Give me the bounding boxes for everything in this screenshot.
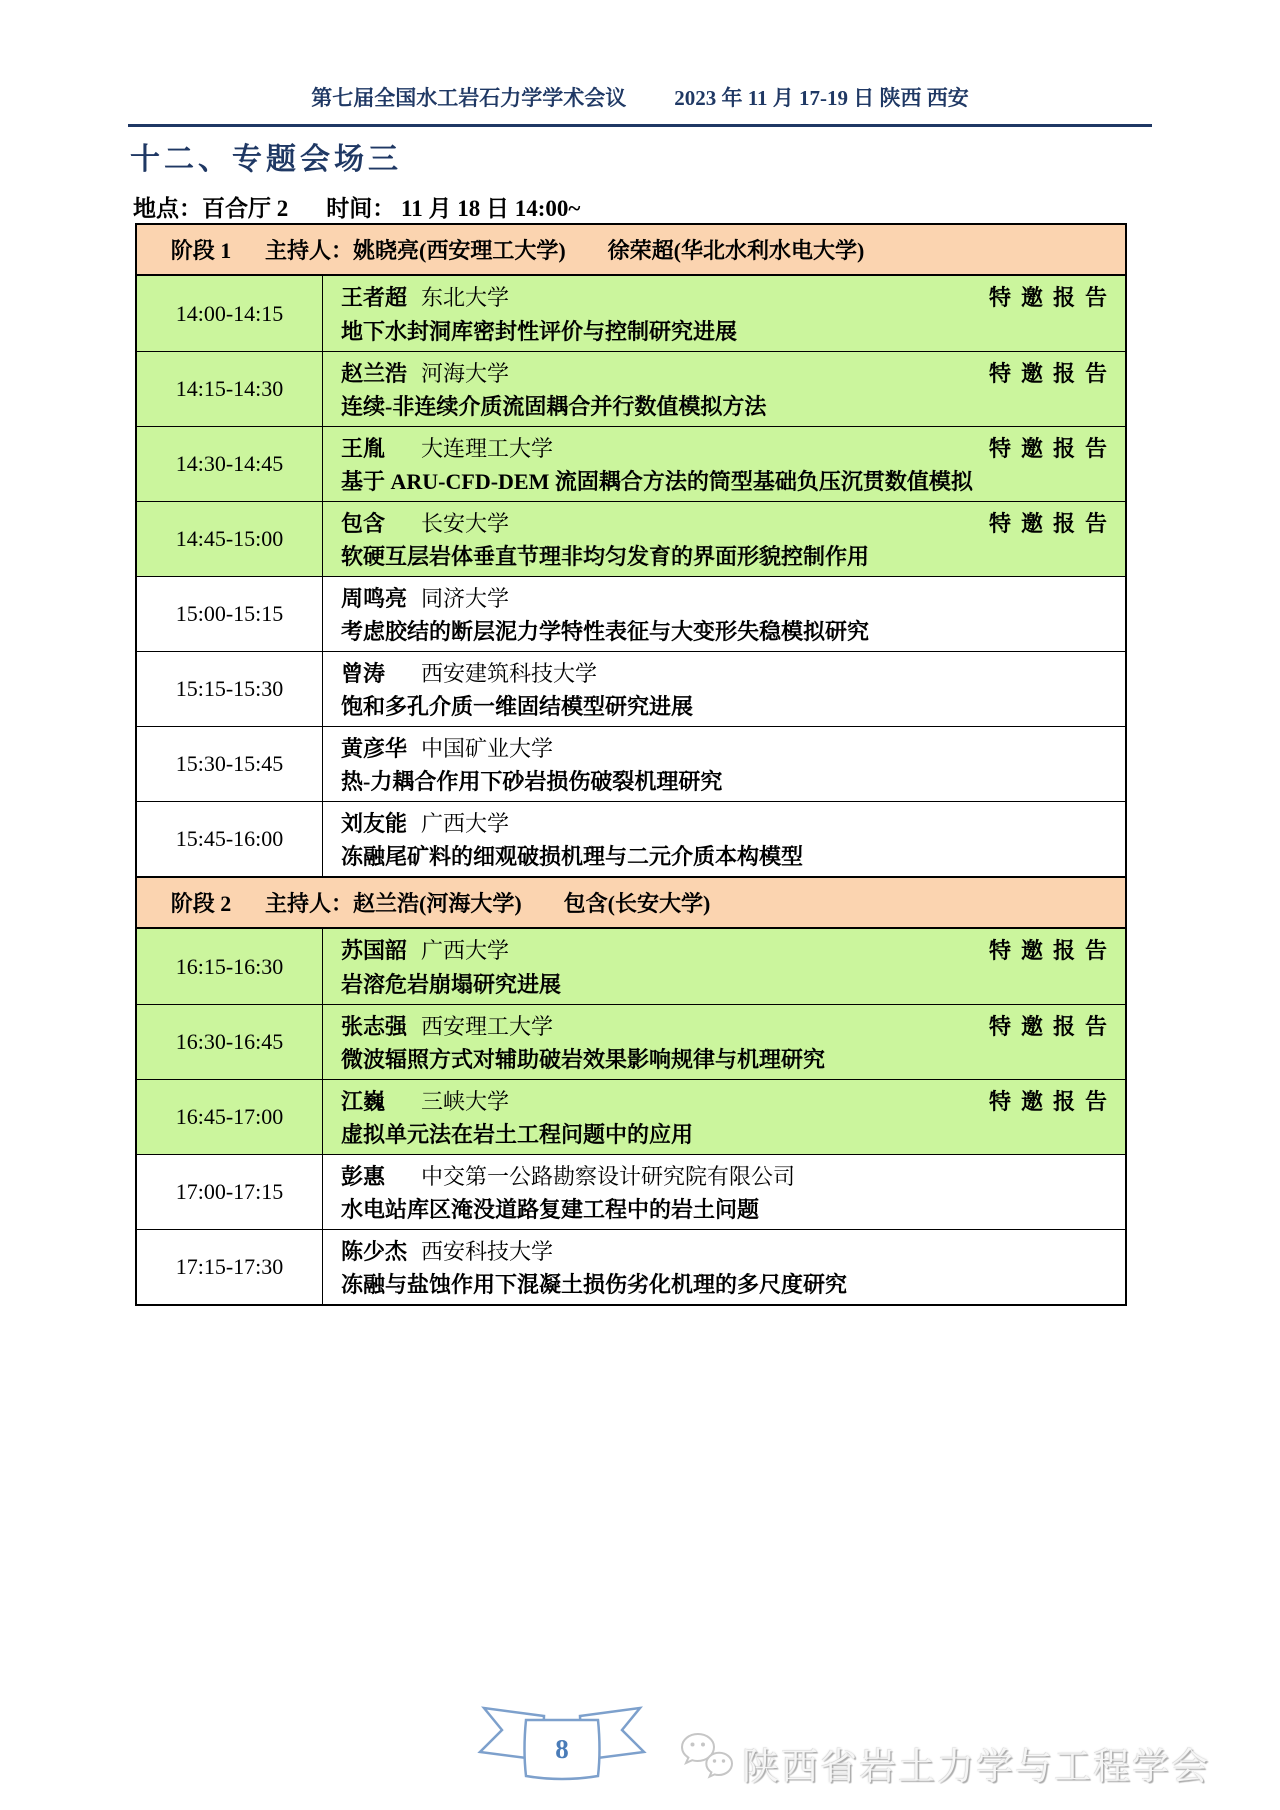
talk-speaker-line [341,432,1117,463]
talk-speaker-line [341,582,1113,613]
talk-title: 考虑胶结的断层泥力学特性表征与大变形失稳模拟研究 [341,619,870,644]
talk-time: 14:45-15:00 [137,502,323,576]
talk-time: 14:15-14:30 [137,352,323,426]
speaker-name: 黄彦华 [341,736,408,761]
talk-title: 饱和多孔介质一维固结模型研究进展 [341,694,694,719]
chair-prefix: 主持人： [265,238,354,263]
talk-speaker-line [341,1160,1113,1191]
chair-prefix: 主持人： [265,891,354,916]
speaker-name: 包含 [341,511,386,536]
talk-time: 15:15-15:30 [137,652,323,726]
speaker-affiliation: 长安大学 [421,511,510,536]
talk-content [323,352,1125,426]
talk-time: 16:45-17:00 [137,1080,323,1154]
venue-time: 时间： 11 月 18 日 14:00~ [326,196,581,221]
society-watermark: 陕西省岩土力学与工程学会 [742,1747,1210,1788]
speaker-name: 陈少杰 [341,1239,408,1264]
talk-title: 地下水封洞库密封性评价与控制研究进展 [341,318,738,344]
chair-2: 包含(长安大学) [563,891,711,916]
page-number-ribbon [462,1702,662,1784]
invited-badge: 特邀报告 [988,285,1117,311]
talk-title: 热-力耦合作用下砂岩损伤破裂机理研究 [341,769,723,794]
wechat-eye [713,1759,716,1762]
talk-title: 微波辐照方式对辅助破岩效果影响规律与机理研究 [341,1047,826,1072]
speaker-name: 曾涛 [341,661,386,686]
talk-speaker-line [341,281,1117,312]
talk-title: 连续-非连续介质流固耦合并行数值模拟方法 [341,394,767,419]
chair-1: 赵兰浩(河海大学) [353,891,522,916]
talk-speaker-line [341,732,1113,763]
invited-badge: 特邀报告 [988,1089,1117,1114]
talk-content [323,276,1125,351]
talk-speaker-line [341,1085,1117,1116]
chair-2: 徐荣超(华北水利水电大学) [607,238,865,263]
talk-content [323,802,1125,876]
wechat-eye [701,1743,705,1747]
talk-time: 17:00-17:15 [137,1155,323,1229]
talk-time: 15:45-16:00 [137,802,323,876]
talk-row [137,1079,1125,1154]
talk-content [323,652,1125,726]
conference-title: 第七届全国水工岩石力学学术会议 [311,86,627,110]
section-title: 十二、专题会场三 [130,143,402,176]
talk-content [323,1005,1125,1079]
talk-content [323,577,1125,651]
talk-speaker-line [341,807,1113,838]
talk-row [137,1154,1125,1229]
invited-badge: 特邀报告 [988,1014,1117,1039]
speaker-name: 江巍 [341,1089,386,1114]
speaker-affiliation: 东北大学 [421,285,510,311]
talk-row [137,1229,1125,1304]
invited-badge: 特邀报告 [988,511,1117,536]
speaker-affiliation: 三峡大学 [421,1089,510,1114]
talk-speaker-line [341,1235,1113,1266]
talk-title: 冻融尾矿料的细观破损机理与二元介质本构模型 [341,844,804,869]
speaker-name: 王者超 [341,285,408,311]
talk-time: 14:30-14:45 [137,427,323,501]
talk-title: 软硬互层岩体垂直节理非均匀发育的界面形貌控制作用 [341,544,870,569]
speaker-affiliation: 河海大学 [421,361,510,386]
chair-1: 姚晓亮(西安理工大学) [353,238,566,263]
talk-speaker-line [341,934,1117,965]
speaker-affiliation: 西安建筑科技大学 [421,661,598,686]
stage1-chairs [265,234,864,265]
stage1-label: 阶段 1 [170,238,232,263]
talk-content [323,1080,1125,1154]
invited-badge: 特邀报告 [988,938,1117,964]
speaker-affiliation: 广西大学 [421,811,510,836]
speaker-affiliation: 西安理工大学 [421,1014,554,1039]
talk-content [323,929,1125,1004]
talk-row [137,929,1125,1004]
talk-speaker-line [341,1010,1117,1041]
stage1-header-row [137,225,1125,276]
talk-content [323,727,1125,801]
stage2-header-row [137,876,1125,929]
invited-badge: 特邀报告 [988,361,1117,386]
talk-time: 16:30-16:45 [137,1005,323,1079]
stage2-chairs [265,887,710,918]
talk-title: 水电站库区淹没道路复建工程中的岩土问题 [341,1197,760,1222]
talk-content [323,1155,1125,1229]
talk-content [323,502,1125,576]
speaker-affiliation: 广西大学 [421,938,510,964]
page-header [128,82,1152,112]
schedule-table [135,223,1127,1306]
speaker-affiliation: 大连理工大学 [421,436,554,461]
wechat-eye [691,1743,695,1747]
talk-row [137,651,1125,726]
speaker-name: 赵兰浩 [341,361,408,386]
venue-line [133,190,580,223]
talk-time: 15:00-15:15 [137,577,323,651]
talk-content [323,427,1125,501]
talk-row [137,276,1125,351]
talk-row [137,351,1125,426]
conference-date: 2023 年 11 月 17-19 日 陕西 西安 [674,86,969,110]
speaker-name: 苏国韶 [341,938,408,964]
venue-location: 地点：百合厅 2 [133,196,289,221]
speaker-name: 张志强 [341,1014,408,1039]
speaker-name: 周鸣亮 [341,586,408,611]
talk-row [137,726,1125,801]
page-number: 8 [555,1734,569,1764]
wechat-icon [678,1730,736,1786]
talk-time: 17:15-17:30 [137,1230,323,1304]
talk-speaker-line [341,657,1113,688]
talk-title: 岩溶危岩崩塌研究进展 [341,971,562,997]
wechat-eye [722,1759,725,1762]
speaker-name: 彭惠 [341,1164,386,1189]
speaker-affiliation: 同济大学 [421,586,510,611]
talk-speaker-line [341,357,1117,388]
talk-row [137,426,1125,501]
speaker-affiliation: 中国矿业大学 [421,736,554,761]
talk-title: 冻融与盐蚀作用下混凝土损伤劣化机理的多尺度研究 [341,1272,848,1297]
talk-content [323,1230,1125,1304]
talk-time: 15:30-15:45 [137,727,323,801]
talk-time: 14:00-14:15 [137,276,323,351]
invited-badge: 特邀报告 [988,436,1117,461]
talk-speaker-line [341,507,1117,538]
talk-title: 基于 ARU-CFD-DEM 流固耦合方法的筒型基础负压沉贯数值模拟 [341,469,973,494]
speaker-affiliation: 中交第一公路勘察设计研究院有限公司 [421,1164,796,1189]
stage2-label: 阶段 2 [170,891,232,916]
wechat-small-bubble [706,1753,732,1777]
talk-row [137,501,1125,576]
talk-time: 16:15-16:30 [137,929,323,1004]
speaker-name: 刘友能 [341,811,408,836]
talk-row [137,801,1125,876]
talk-row [137,1004,1125,1079]
talk-row [137,576,1125,651]
header-rule [128,124,1152,127]
speaker-affiliation: 西安科技大学 [421,1239,554,1264]
talk-title: 虚拟单元法在岩土工程问题中的应用 [341,1122,694,1147]
speaker-name: 王胤 [341,436,386,461]
